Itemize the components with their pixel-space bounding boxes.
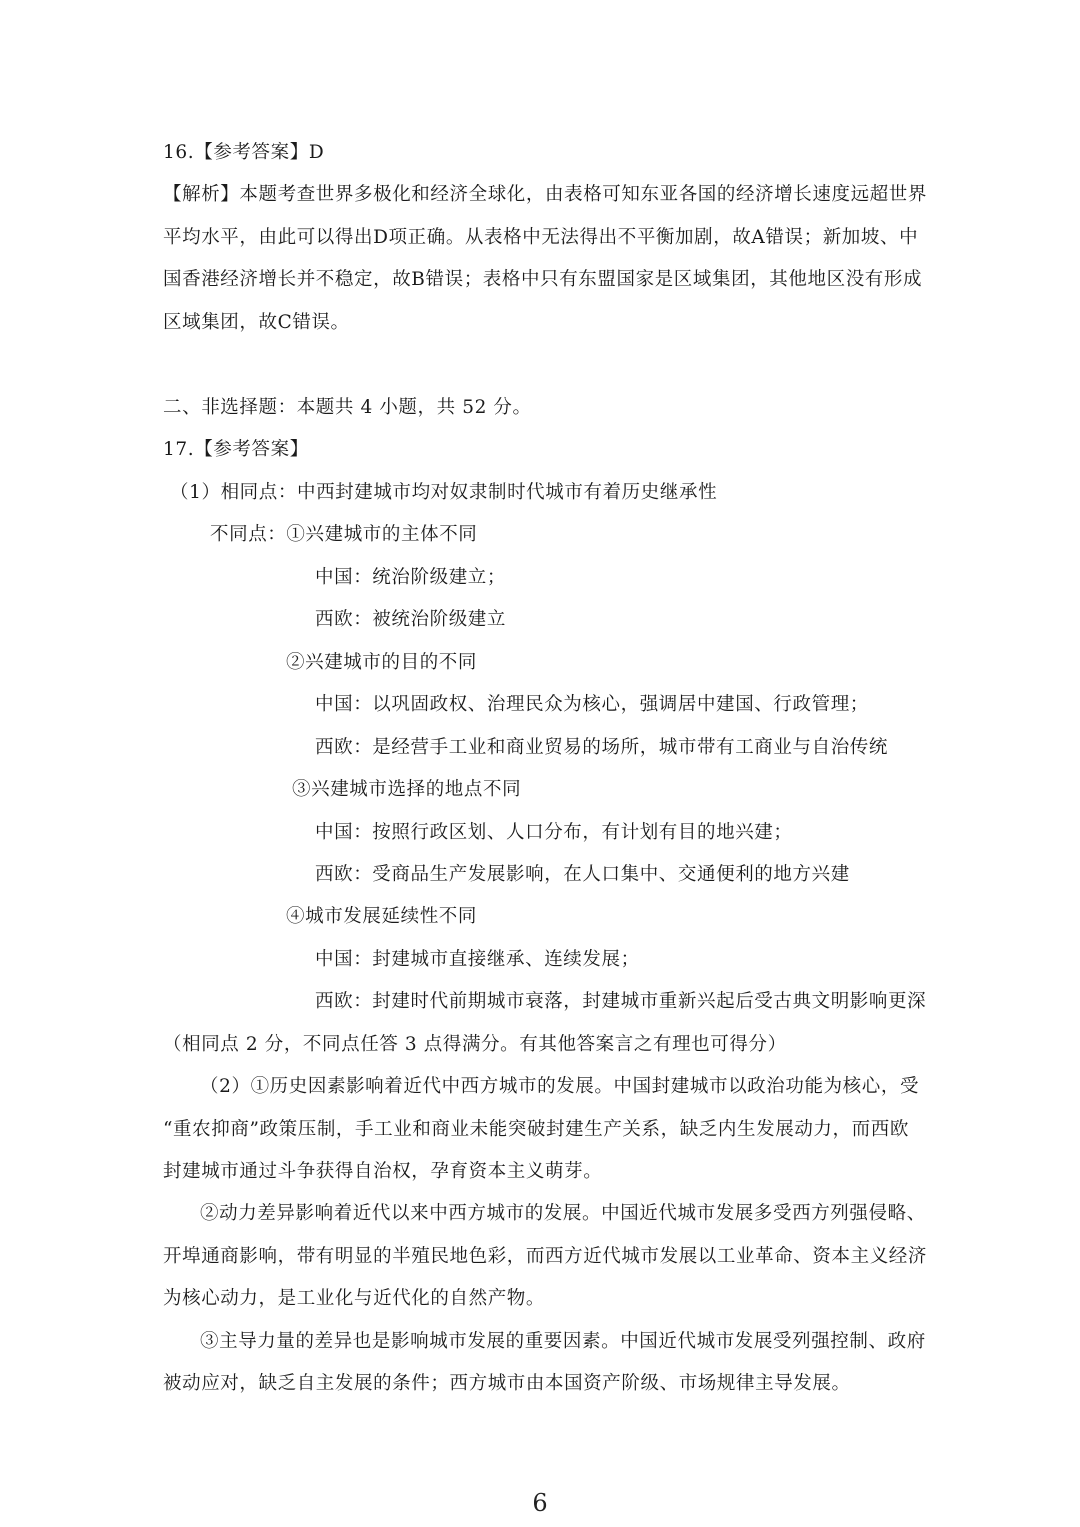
q16-analysis-line-1: 【解析】本题考查世界多极化和经济全球化，由表格可知东亚各国的经济增长速度远超世界: [163, 184, 928, 205]
q17-part1-diff-label: 不同点：①兴建城市的主体不同: [210, 524, 478, 545]
q17-part1-same: （1）相同点：中西封建城市均对奴隶制时代城市有着历史继承性: [170, 482, 718, 503]
q16-analysis-line-4: 区域集团，故C错误。: [163, 312, 350, 333]
page-number: 6: [532, 1489, 548, 1517]
q17-d4-china: 中国：封建城市直接继承、连续发展；: [315, 949, 640, 970]
q17-d3-china: 中国：按照行政区划、人口分布，有计划有目的地兴建；: [315, 822, 793, 843]
q17-d2-china: 中国：以巩固政权、治理民众为核心，强调居中建国、行政管理；: [315, 694, 869, 715]
q17-d3-west: 西欧：受商品生产发展影响，在人口集中、交通便利的地方兴建: [315, 864, 850, 885]
q16-answer: 16.【参考答案】D: [163, 142, 325, 163]
q17-part2-p3-line-1: ③主导力量的差异也是影响城市发展的重要因素。中国近代城市发展受列强控制、政府: [200, 1331, 926, 1352]
q17-d3-title: ③兴建城市选择的地点不同: [292, 779, 522, 800]
q17-d1-china: 中国：统治阶级建立；: [315, 567, 507, 588]
q17-d1-west: 西欧：被统治阶级建立: [315, 609, 507, 630]
q17-part2-p1-line-1: （2）①历史因素影响着近代中西方城市的发展。中国封建城市以政治功能为核心，受: [200, 1076, 920, 1097]
q17-part2-p3-line-2: 被动应对，缺乏自主发展的条件；西方城市由本国资产阶级、市场规律主导发展。: [163, 1373, 851, 1394]
q17-d2-west: 西欧：是经营手工业和商业贸易的场所，城市带有工商业与自治传统: [315, 737, 889, 758]
q17-d4-title: ④城市发展延续性不同: [286, 906, 478, 927]
q17-scoring-note: （相同点 2 分，不同点任答 3 点得满分。有其他答案言之有理也可得分）: [163, 1034, 787, 1055]
q17-part2-p1-line-3: 封建城市通过斗争获得自治权，孕育资本主义萌芽。: [163, 1161, 603, 1182]
q17-part2-p2-line-2: 开埠通商影响，带有明显的半殖民地色彩，而西方近代城市发展以工业革命、资本主义经济: [163, 1246, 928, 1267]
q16-analysis-line-2: 平均水平，由此可以得出D项正确。从表格中无法得出不平衡加剧，故A错误；新加坡、中: [163, 227, 919, 248]
q17-part2-p2-line-3: 为核心动力，是工业化与近代化的自然产物。: [163, 1288, 546, 1309]
q17-part2-p1-line-2: “重农抑商”政策压制，手工业和商业未能突破封建生产关系，缺乏内生发展动力，而西欧: [163, 1119, 909, 1140]
q17-d2-title: ②兴建城市的目的不同: [286, 652, 478, 673]
q17-d4-west: 西欧：封建时代前期城市衰落，封建城市重新兴起后受古典文明影响更深: [315, 991, 927, 1012]
section-heading: 二、非选择题：本题共 4 小题，共 52 分。: [163, 397, 532, 418]
q16-analysis-line-3: 国香港经济增长并不稳定，故B错误；表格中只有东盟国家是区域集团，其他地区没有形成: [163, 269, 923, 290]
q17-answer: 17.【参考答案】: [163, 439, 309, 460]
q17-part2-p2-line-1: ②动力差异影响着近代以来中西方城市的发展。中国近代城市发展多受西方列强侵略、: [200, 1203, 926, 1224]
